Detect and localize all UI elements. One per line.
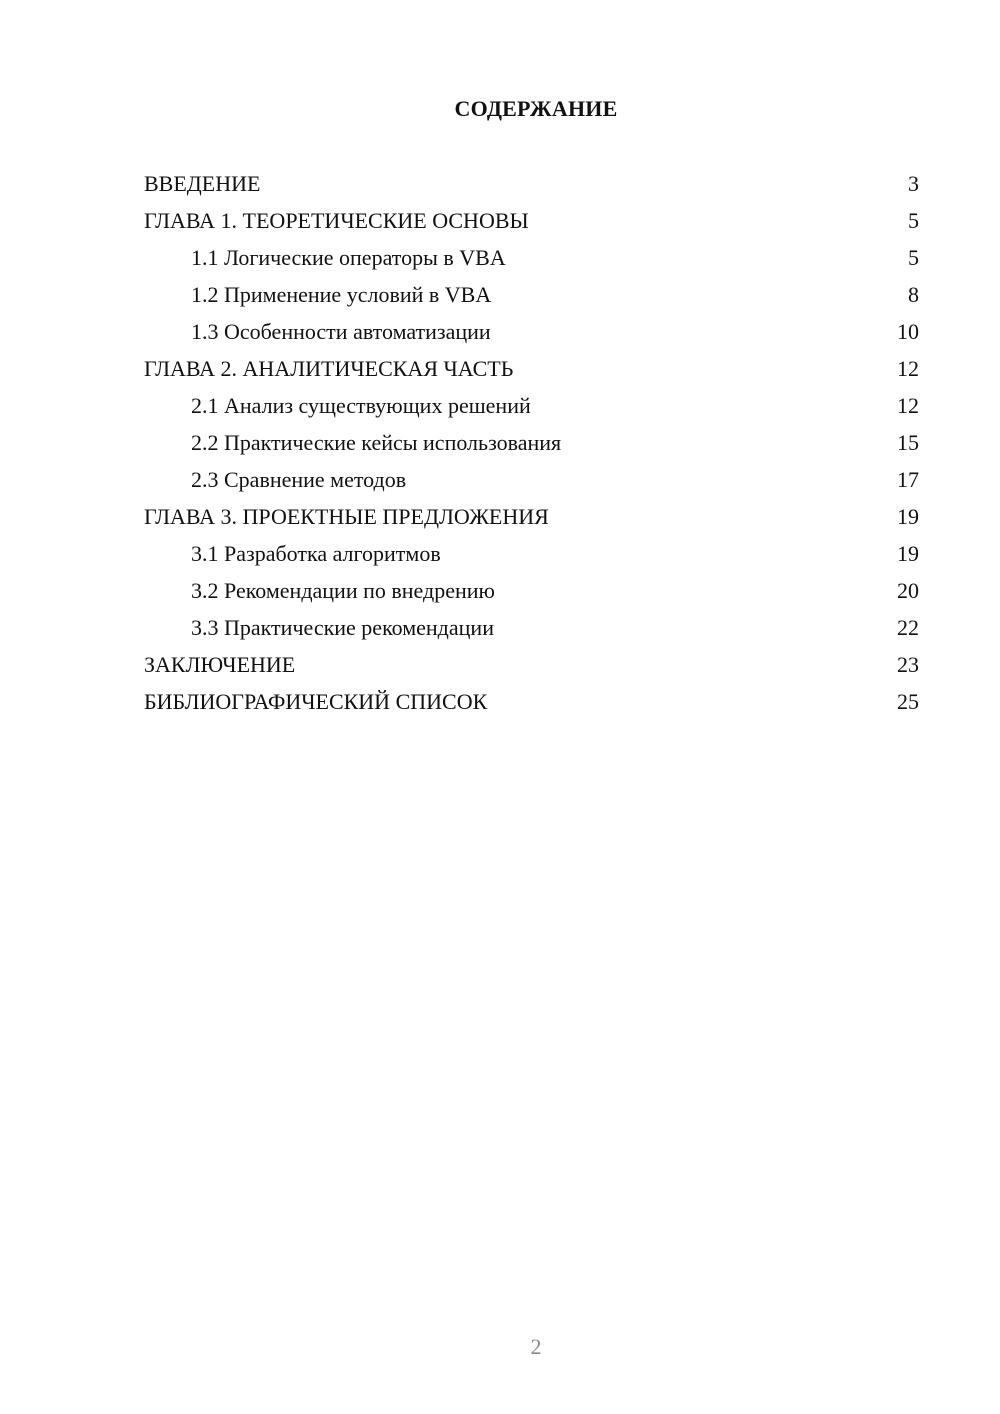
toc-entry-introduction	[144, 169, 919, 206]
toc-entry-section-3-2	[144, 576, 919, 613]
toc-title: СОДЕРЖАНИЕ	[454, 96, 618, 121]
toc-entry-page: 15	[897, 430, 919, 455]
toc-entry-label: ГЛАВА 3. ПРОЕКТНЫЕ ПРЕДЛОЖЕНИЯ	[144, 504, 549, 529]
toc-entry-section-1-2	[144, 280, 919, 317]
toc-entry-page: 25	[897, 689, 919, 714]
table-of-contents	[144, 169, 919, 724]
toc-entry-label: 2.3 Сравнение методов	[191, 467, 407, 492]
toc-entry-label: БИБЛИОГРАФИЧЕСКИЙ СПИСОК	[144, 689, 488, 714]
toc-entry-section-2-2	[144, 428, 919, 465]
toc-entry-section-3-1	[144, 539, 919, 576]
toc-entry-page: 5	[908, 208, 919, 233]
toc-entry-chapter-2	[144, 354, 919, 391]
toc-entry-label: 1.1 Логические операторы в VBA	[191, 245, 506, 270]
toc-entry-section-2-1	[144, 391, 919, 428]
toc-entry-page: 12	[897, 356, 919, 381]
toc-entry-label: 2.2 Практические кейсы использования	[191, 430, 562, 455]
toc-entry-label: 1.2 Применение условий в VBA	[191, 282, 492, 307]
toc-entry-label: ГЛАВА 1. ТЕОРЕТИЧЕСКИЕ ОСНОВЫ	[144, 208, 529, 233]
toc-entry-page: 23	[897, 652, 919, 677]
toc-entry-label: ЗАКЛЮЧЕНИЕ	[144, 652, 296, 677]
toc-entry-page: 19	[897, 504, 919, 529]
toc-entry-conclusion	[144, 650, 919, 687]
toc-entry-label: 3.2 Рекомендации по внедрению	[191, 578, 495, 603]
toc-entry-section-1-3	[144, 317, 919, 354]
toc-entry-bibliography	[144, 687, 919, 724]
toc-entry-section-2-3	[144, 465, 919, 502]
toc-entry-label: 1.3 Особенности автоматизации	[191, 319, 491, 344]
toc-entry-page: 19	[897, 541, 919, 566]
toc-entry-page: 8	[908, 282, 919, 307]
toc-entry-page: 20	[897, 578, 919, 603]
toc-entry-label: ВВЕДЕНИЕ	[144, 171, 261, 196]
toc-entry-chapter-1	[144, 206, 919, 243]
toc-entry-section-1-1	[144, 243, 919, 280]
toc-entry-chapter-3	[144, 502, 919, 539]
toc-entry-page: 22	[897, 615, 919, 640]
toc-entry-label: 2.1 Анализ существующих решений	[191, 393, 531, 418]
toc-entry-page: 12	[897, 393, 919, 418]
toc-entry-label: ГЛАВА 2. АНАЛИТИЧЕСКАЯ ЧАСТЬ	[144, 356, 514, 381]
page-number: 2	[530, 1334, 542, 1359]
toc-entry-page: 5	[908, 245, 919, 270]
toc-entry-section-3-3	[144, 613, 919, 650]
toc-entry-page: 3	[908, 171, 919, 196]
toc-entry-page: 17	[897, 467, 919, 492]
toc-entry-label: 3.3 Практические рекомендации	[191, 615, 494, 640]
toc-entry-page: 10	[897, 319, 919, 344]
toc-entry-label: 3.1 Разработка алгоритмов	[191, 541, 441, 566]
